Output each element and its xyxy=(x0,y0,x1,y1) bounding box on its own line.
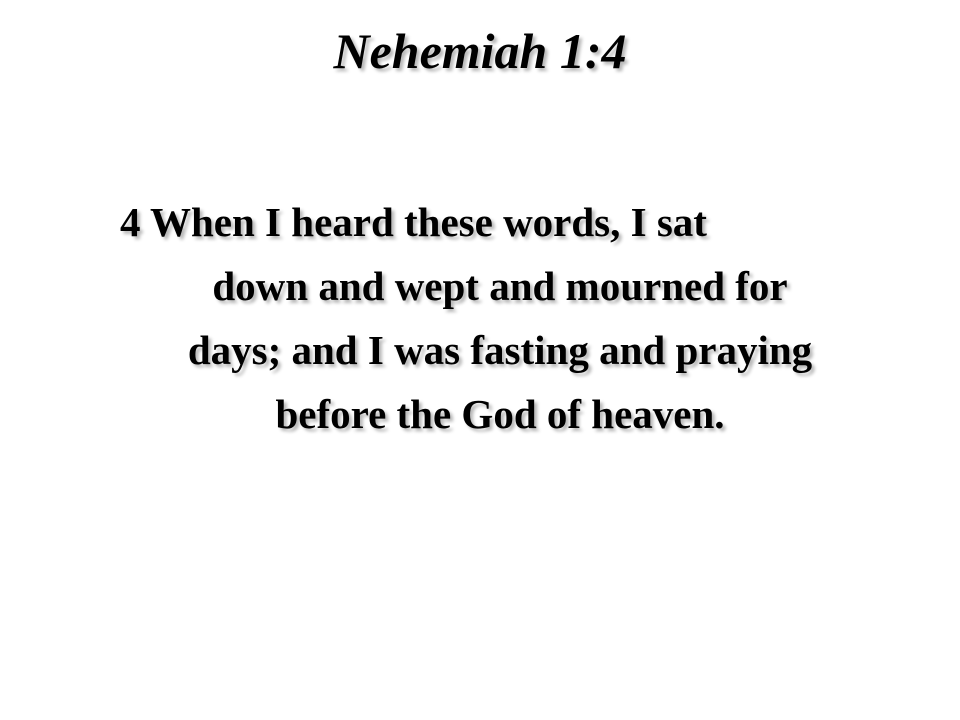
verse-text xyxy=(110,190,890,446)
verse-line: days; and I was fasting and praying xyxy=(187,327,813,373)
slide-title: Nehemiah 1:4 xyxy=(333,23,627,79)
verse-line: before the God of heaven. xyxy=(275,391,725,437)
verse-line: 4 When I heard these words, I sat xyxy=(120,199,707,245)
verse-line: down and wept and mourned for xyxy=(212,263,788,309)
